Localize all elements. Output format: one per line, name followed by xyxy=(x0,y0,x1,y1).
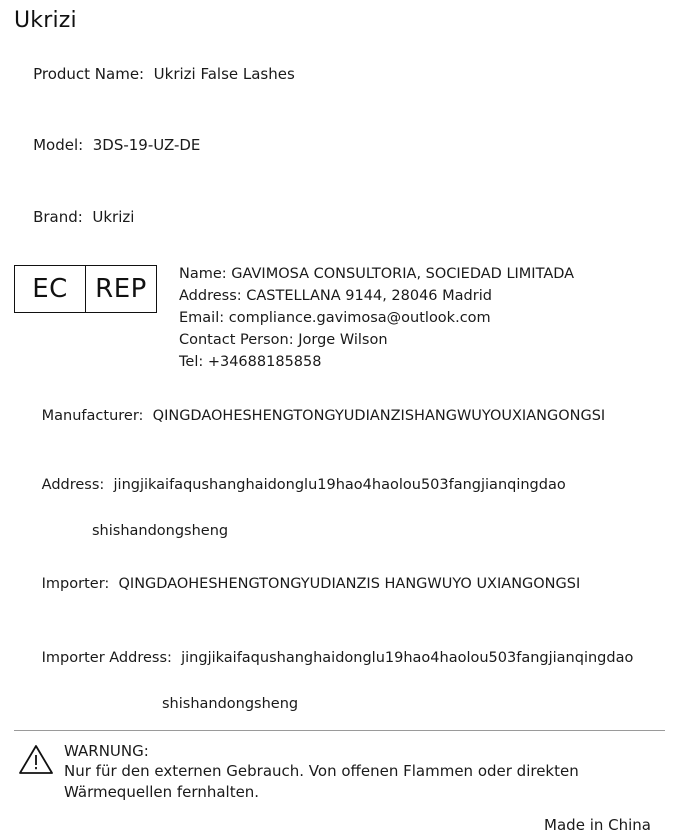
brand-value: Ukrizi xyxy=(92,208,135,227)
importer-label: Importer: xyxy=(41,575,110,592)
warning-text-block xyxy=(64,741,579,802)
manufacturer-label: Manufacturer: xyxy=(41,408,144,425)
manufacturer-address-line xyxy=(14,453,665,518)
ec-rep-section xyxy=(14,263,665,373)
brand-label: Brand: xyxy=(33,208,83,227)
manufacturer-address-line2: shishandongsheng xyxy=(92,523,229,540)
warning-title: WARNUNG: xyxy=(64,742,149,761)
manufacturer-address-value: jingjikaifaqushanghaidonglu19hao4haolou503fangjianqingdao xyxy=(113,476,566,493)
importer-line xyxy=(14,552,665,617)
warning-body-line1: Nur für den externen Gebrauch. Von offenen Flammen oder direkten xyxy=(64,762,579,781)
ec-rep-name: Name: GAVIMOSA CONSULTORIA, SOCIEDAD LIMITADA xyxy=(179,265,575,282)
ec-rep-details xyxy=(179,263,574,373)
ec-rep-symbol xyxy=(14,265,157,313)
ec-rep-email: Email: compliance.gavimosa@outlook.com xyxy=(179,309,491,326)
rep-label: REP xyxy=(85,266,156,312)
ec-rep-tel: Tel: +34688185858 xyxy=(179,353,322,370)
warning-triangle-icon xyxy=(14,741,58,775)
importer-address-line2: shishandongsheng xyxy=(162,696,299,713)
importer-address-line xyxy=(14,626,665,691)
manufacturer-line xyxy=(14,385,665,450)
model-line xyxy=(14,111,665,181)
importer-address-value: jingjikaifaqushanghaidonglu19hao4haolou503fangjianqingdao xyxy=(181,649,634,666)
product-name-label: Product Name: xyxy=(33,64,145,83)
ec-label: EC xyxy=(32,273,68,304)
product-name-line xyxy=(14,39,665,109)
manufacturer-section xyxy=(14,385,665,717)
model-label: Model: xyxy=(33,136,84,155)
page-title: Ukrizi xyxy=(14,8,77,33)
warning-section xyxy=(14,741,665,802)
section-divider xyxy=(14,730,665,731)
warning-body-line2: Wärmequellen fernhalten. xyxy=(64,782,260,801)
manufacturer-value: QINGDAOHESHENGTONGYUDIANZISHANGWUYOUXIANGONGSI xyxy=(152,408,606,425)
ec-rep-address: Address: CASTELLANA 9144, 28046 Madrid xyxy=(179,287,492,304)
made-in-text: Made in China xyxy=(544,815,651,834)
ec-rep-contact-person: Contact Person: Jorge Wilson xyxy=(179,331,388,348)
importer-address-label: Importer Address: xyxy=(41,649,172,666)
importer-value: QINGDAOHESHENGTONGYUDIANZIS HANGWUYO UXIANGONGSI xyxy=(118,575,581,592)
model-value: 3DS-19-UZ-DE xyxy=(92,136,201,155)
manufacturer-address-label: Address: xyxy=(41,476,105,493)
product-name-value: Ukrizi False Lashes xyxy=(153,64,295,83)
brand-line xyxy=(14,183,665,253)
